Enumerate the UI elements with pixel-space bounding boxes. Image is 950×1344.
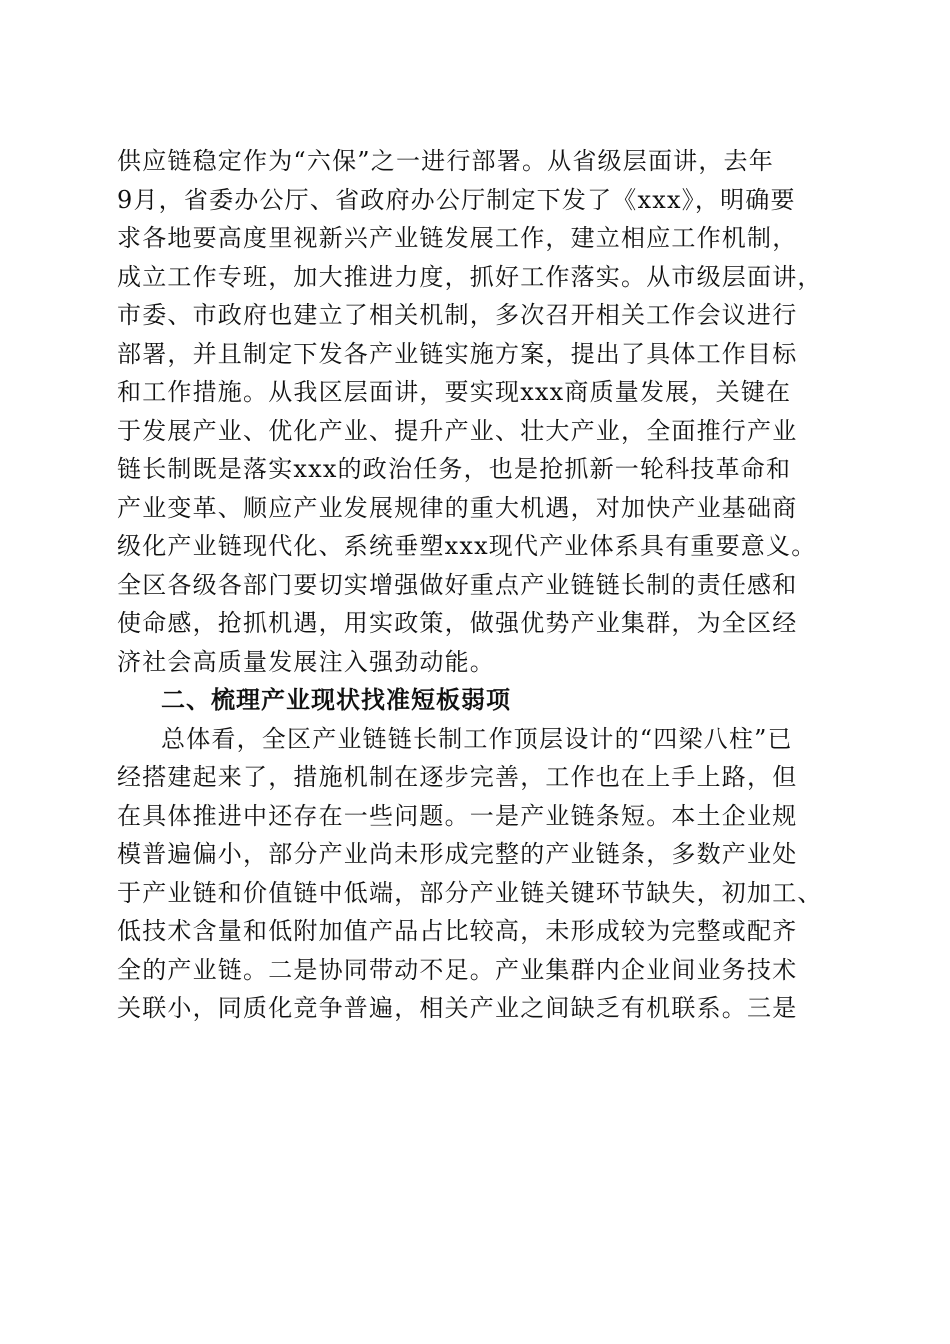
text-line: 于产业链和价值链中低端，部分产业链关键环节缺失，初加工、: [117, 878, 823, 907]
text-line: 全区各级各部门要切实增强做好重点产业链链长制的责任感和: [117, 570, 798, 599]
text-line: 低技术含量和低附加值产品占比较高，未形成较为完整或配齐: [117, 917, 798, 945]
text-line: 使命感，抢抓机遇，用实政策，做强优势产业集群，为全区经: [117, 609, 798, 637]
text-line: 级化产业链现代化、系统垂塑xxx现代产业体系具有重要意义。: [117, 532, 817, 560]
paragraph-section-two: [117, 720, 857, 1028]
text-line: 求各地要高度里视新兴产业链发展工作，建立相应工作机制，: [117, 224, 798, 252]
text-line: 在具体推进中还存在一些问题。一是产业链条短。本土企业规: [117, 801, 798, 830]
text-line: 部署，并且制定下发各产业链实施方案，提出了具体工作目标: [117, 339, 798, 368]
text-line: 成立工作专班，加大推进力度，抓好工作落实。从市级层面讲，: [117, 262, 823, 291]
paragraph-continued: [117, 142, 857, 681]
text-line: 链长制既是落实xxx的政治任务，也是抢抓新一轮科技革命和: [117, 455, 792, 483]
document-body: [117, 142, 857, 1028]
text-line: 和工作措施。从我区层面讲，要实现xxx商质量发展，关键在: [117, 378, 792, 406]
text-line: 总体看，全区产业链链长制工作顶层设计的“四梁八柱”已: [161, 724, 793, 753]
text-line: 济社会高质量发展注入强劲动能。: [117, 647, 495, 676]
text-line: 模普遍偏小，部分产业尚未形成完整的产业链条，多数产业处: [117, 840, 798, 868]
text-line: 供应链稳定作为“六保”之一进行部署。从省级层面讲，去年: [117, 147, 774, 175]
text-line: 产业变革、顺应产业发展规律的重大机遇，对加快产业基础商: [117, 493, 798, 522]
text-line: 市委、市政府也建立了相关机制，多次召开相关工作会议进行: [117, 301, 798, 329]
text-line: 经搭建起来了，措施机制在逐步完善，工作也在上手上路，但: [117, 763, 798, 791]
text-line: 关联小，同质化竞争普遍，相关产业之间缺乏有机联系。三是: [117, 994, 798, 1022]
text-line: 于发展产业、优化产业、提升产业、壮大产业，全面推行产业: [117, 416, 798, 445]
text-line: 9月，省委办公厅、省政府办公厅制定下发了《xxx》，明确要: [117, 185, 796, 214]
text-line: 全的产业链。二是协同带动不足。产业集群内企业间业务技术: [117, 955, 798, 984]
section-heading: 二、梳理产业现状找准短板弱项: [161, 686, 511, 714]
